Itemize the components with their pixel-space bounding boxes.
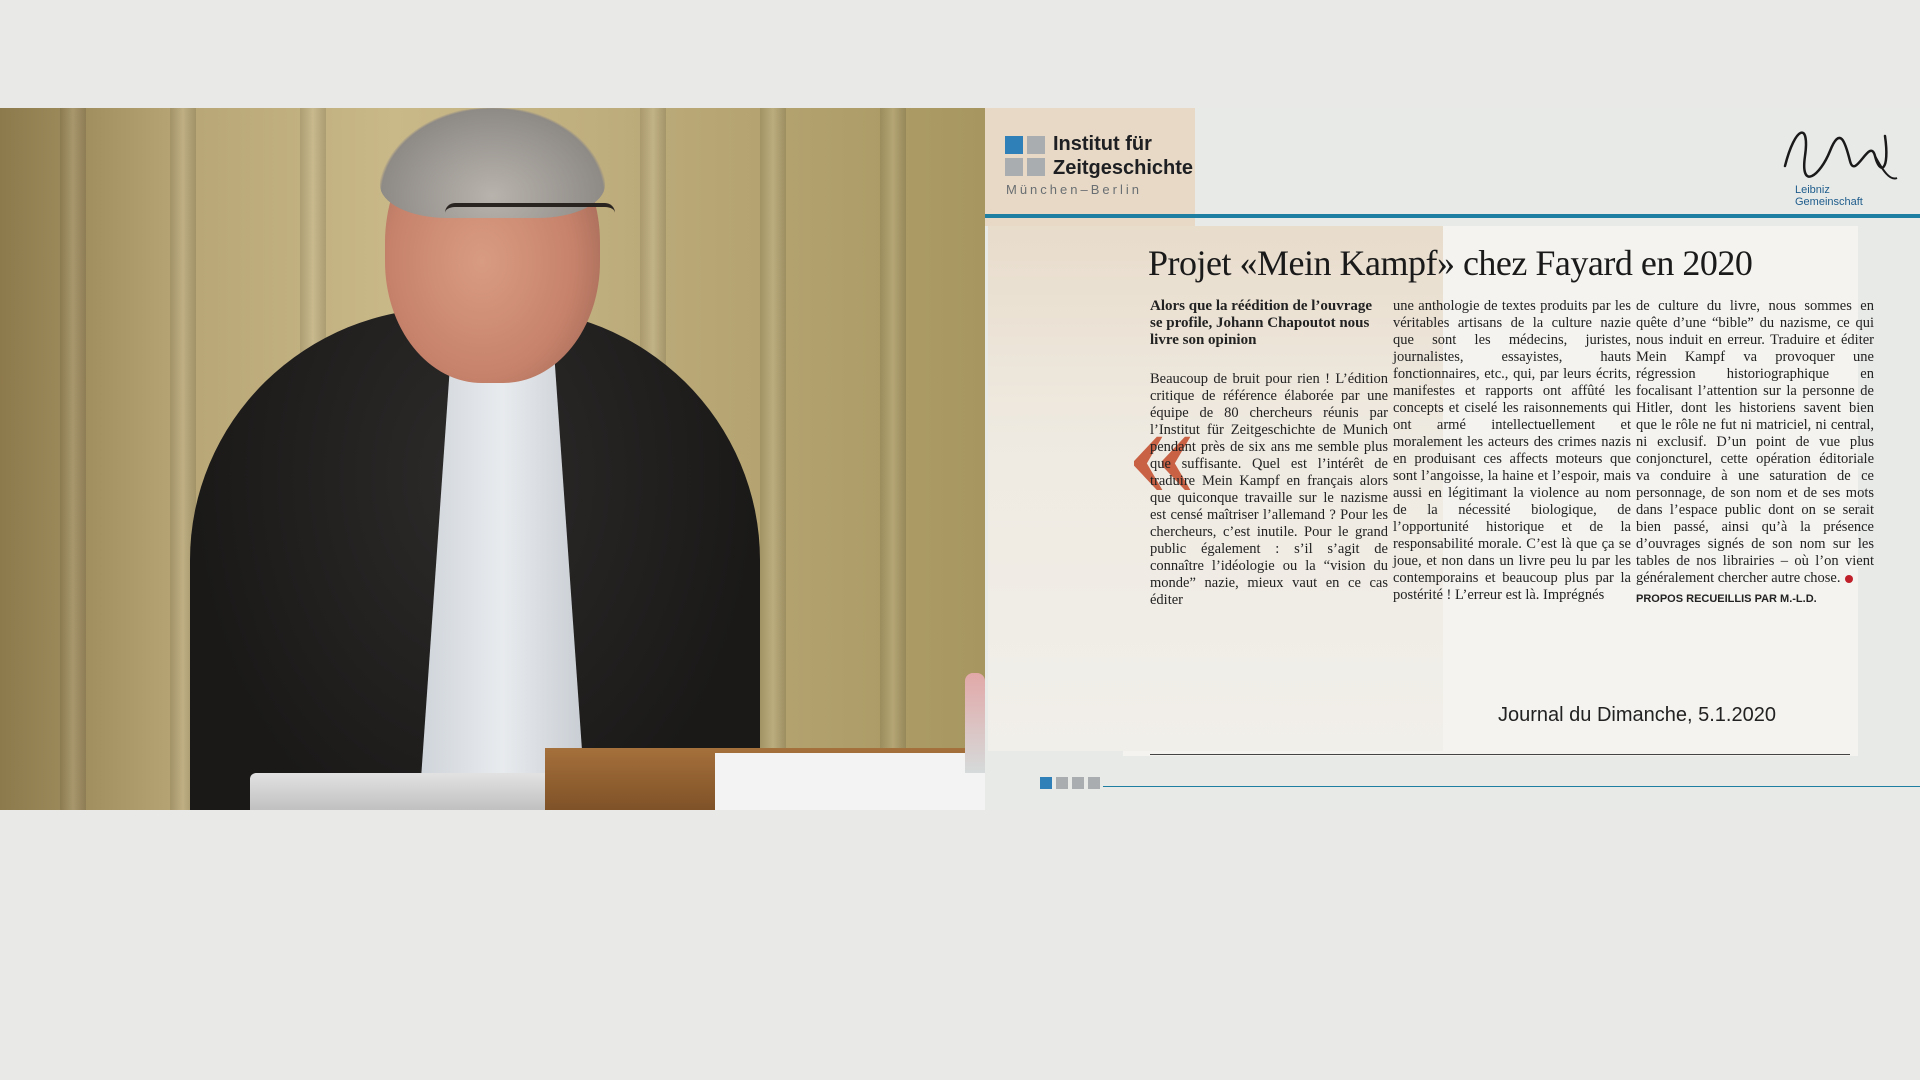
laptop bbox=[250, 773, 550, 810]
progress-dot bbox=[1072, 777, 1084, 789]
institute-logo-block bbox=[985, 108, 1195, 226]
end-dot-icon bbox=[1845, 575, 1853, 583]
lectern-sign bbox=[715, 753, 985, 810]
speaker-video bbox=[0, 108, 985, 810]
quote-mark-icon: « bbox=[1126, 371, 1196, 526]
institute-name-line2: Zeitgeschichte bbox=[1053, 157, 1194, 179]
leibniz-label bbox=[1795, 184, 1863, 208]
article-column-3-text: de culture du livre, nous sommes en quête d’une “bible” du nazisme, ce qui nous induit en erreur. Traduire et éditer Mein Kampf va provoquer une régression historiographique en focalisant l’attention sur la personne de Hitler, dont les historiens savent bien que le rôle ne fut ni matriciel, ni central, ni exclusif. D’un point de vue plus conjoncturel, cette opération éditoriale va conduire à une saturation de ce personnage, de son nom et de ses mots dans l’espace public dont on se serait bien passé, ainsi qu’à la présence d’ouvrages signés de son nom sur les tables de nos librairies – où l’on vient généralement chercher autre chose. bbox=[1636, 298, 1874, 586]
header-divider bbox=[985, 214, 1920, 218]
progress-dot-active bbox=[1040, 777, 1052, 789]
leibniz-label-line1: Leibniz bbox=[1795, 184, 1830, 196]
article-credit: PROPOS RECUEILLIS PAR M.-L.D. bbox=[1636, 593, 1817, 605]
footer-divider bbox=[1103, 786, 1920, 787]
speaker-glasses bbox=[445, 203, 615, 227]
institute-city: München–Berlin bbox=[1006, 182, 1142, 197]
article-headline: Projet «Mein Kampf» chez Fayard en 2020 bbox=[1148, 243, 1753, 283]
article-lead: Alors que la réédition de l’ouvrage se profile, Johann Chapoutot nous livre son opinion bbox=[1150, 298, 1373, 348]
institute-name-line1: Institut für bbox=[1053, 133, 1152, 155]
slide-progress-indicator bbox=[1040, 776, 1104, 794]
institute-name bbox=[1053, 132, 1193, 180]
article-column-1-text: Beaucoup de bruit pour rien ! L’édition critique de référence élaborée par une équipe de 80 chercheurs réunis par l’Institut für Zeitgeschichte de Munich pendant près de six ans me semble plus que suffisante. Quel est l’intérêt de traduire Mein Kampf en français alors que quiconque travaille sur le nazisme est censé maîtriser l’allemand ? Pour les chercheurs, c’est inutile. Pour le grand public également : s’il s’agit de connaître l’idéologie ou la “vision du monde” nazie, mieux vaut en ce cas éditer bbox=[1150, 371, 1388, 608]
newspaper-article bbox=[1123, 226, 1874, 756]
article-column-2-text: une anthologie de textes produits par les véritables artisans de la culture nazie que sont les médecins, juristes, journalistes, essayistes, hauts fonctionnaires, etc., qui, par leurs écrits, manifestes et rapports ont affûté les concepts et ciselé les raisonnements qui ont armé intellectuellement et moralement les acteurs des crimes nazis en produisant ces affects moteurs que sont l’angoisse, la haine et l’espoir, mais aussi en légitimant la violence au nom de la nécessité biologique, de l’opportunité historique et de la responsabilité morale. C’est là que ça se joue, et non dans un livre peu lu par les contemporains et beaucoup plus par la postérité ! L’erreur est là. Imprégnés bbox=[1393, 298, 1631, 603]
article-column-2 bbox=[1393, 298, 1631, 604]
leibniz-label-line2: Gemeinschaft bbox=[1795, 196, 1863, 208]
article-column-1 bbox=[1150, 298, 1388, 609]
leibniz-logo bbox=[1775, 116, 1905, 221]
source-caption: Journal du Dimanche, 5.1.2020 bbox=[1498, 704, 1776, 726]
water-bottle bbox=[965, 673, 985, 773]
ifz-logo-icon bbox=[1005, 136, 1049, 180]
progress-dot bbox=[1088, 777, 1100, 789]
leibniz-signature-icon bbox=[1775, 116, 1905, 186]
article-bottom-rule bbox=[1150, 754, 1850, 755]
speaker-hair bbox=[380, 108, 605, 218]
presentation-slide bbox=[985, 108, 1920, 810]
article-column-3 bbox=[1636, 298, 1874, 608]
progress-dot bbox=[1056, 777, 1068, 789]
